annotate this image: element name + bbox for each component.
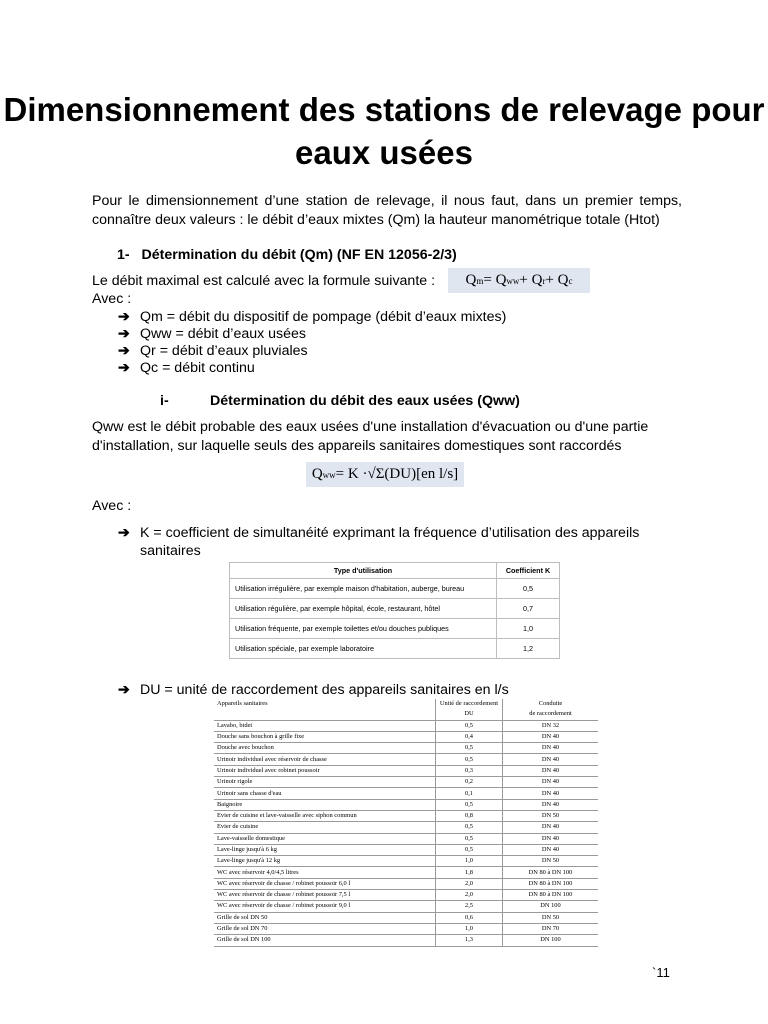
table-row bbox=[214, 810, 598, 821]
table-row bbox=[214, 833, 598, 844]
table-cell: Grille de sol DN 50 bbox=[214, 912, 436, 923]
table-cell: Utilisation irrégulière, par exemple maison d'habitation, auberge, bureau bbox=[230, 579, 497, 599]
bullet-qr-text: Qr = débit d’eaux pluviales bbox=[140, 343, 308, 359]
table-row bbox=[214, 912, 598, 923]
table-cell: 1,2 bbox=[497, 639, 560, 659]
table-cell: DN 40 bbox=[503, 743, 599, 754]
table-row bbox=[214, 890, 598, 901]
table-cell: Urinoir rigole bbox=[214, 777, 436, 788]
bullet-qm-text: Qm = débit du dispositif de pompage (débit d’eaux mixtes) bbox=[140, 309, 507, 325]
table-cell: DN 80 à DN 100 bbox=[503, 890, 599, 901]
formula-intro: Le débit maximal est calculé avec la formule suivante : bbox=[92, 273, 436, 289]
du-table bbox=[214, 699, 598, 947]
table-cell: DN 40 bbox=[503, 754, 599, 765]
table-cell: 0,3 bbox=[436, 765, 503, 776]
table-cell: DN 32 bbox=[503, 720, 599, 731]
table-cell: 0,5 bbox=[436, 799, 503, 810]
table-cell: 0,1 bbox=[436, 788, 503, 799]
table-cell: Evier de cuisine bbox=[214, 822, 436, 833]
formula-qm-ww-sub: ww bbox=[506, 275, 520, 286]
section-1-heading bbox=[117, 247, 457, 263]
table-cell: Lave-linge jusqu'à 6 kg bbox=[214, 844, 436, 855]
table1-header-coef bbox=[497, 563, 560, 579]
subsection-number: i- bbox=[160, 393, 169, 409]
table-row bbox=[214, 754, 598, 765]
table-row bbox=[214, 731, 598, 742]
bullet-k bbox=[118, 524, 648, 560]
intro-paragraph: Pour le dimensionnement d’une station de relevage, il nous faut, dans un premier temps, connaître deux valeurs : le débit d’eaux mixtes (Qm) la hauteur manométrique totale (Htot) bbox=[92, 193, 682, 228]
table-cell: DN 40 bbox=[503, 731, 599, 742]
formula-qm-plus-r: + Q bbox=[519, 272, 543, 288]
table-cell: 0,5 bbox=[436, 743, 503, 754]
table-cell: DN 100 bbox=[503, 935, 599, 946]
table1-header-type: Type d'utilisation bbox=[230, 563, 497, 579]
table-row bbox=[214, 856, 598, 867]
table-row bbox=[214, 765, 598, 776]
table2-header-row-1 bbox=[214, 699, 598, 709]
arrow-icon: ➔ bbox=[118, 326, 130, 342]
table-cell: Evier de cuisine et lave-vaisselle avec siphon commun bbox=[214, 810, 436, 821]
table-cell: DN 40 bbox=[503, 799, 599, 810]
table-cell: Urinoir individuel avec robinet poussoir bbox=[214, 765, 436, 776]
table-row bbox=[214, 923, 598, 934]
table-cell: Utilisation régulière, par exemple hôpital, école, restaurant, hôtel bbox=[230, 599, 497, 619]
table-row bbox=[214, 788, 598, 799]
table-cell: 0,4 bbox=[436, 731, 503, 742]
table-row bbox=[230, 599, 560, 619]
table-cell: DN 100 bbox=[503, 901, 599, 912]
formula-qww-lhs-sub: ww bbox=[322, 469, 336, 480]
formula-qm-r-sub: r bbox=[542, 275, 546, 286]
page-title: Dimensionnement des stations de relevage pour eaux usées bbox=[3, 91, 765, 171]
table-cell: 1,0 bbox=[436, 923, 503, 934]
formula-qm bbox=[448, 268, 590, 293]
formula-qm-c-sub: c bbox=[568, 275, 573, 286]
bullet-qww-text: Qww = débit d’eaux usées bbox=[140, 326, 307, 342]
bullet-qr bbox=[118, 343, 308, 360]
table-row bbox=[214, 935, 598, 946]
table-cell: Lave-linge jusqu'à 12 kg bbox=[214, 856, 436, 867]
table-cell: 1,3 bbox=[436, 935, 503, 946]
table-cell: 0,5 bbox=[436, 720, 503, 731]
table-cell: DN 80 à DN 100 bbox=[503, 867, 599, 878]
table-cell: DN 40 bbox=[503, 844, 599, 855]
avec-label-2: Avec : bbox=[92, 498, 132, 514]
table-row bbox=[230, 579, 560, 599]
avec-label-1: Avec : bbox=[92, 291, 132, 307]
subsection-title: Détermination du débit des eaux usées (Qww) bbox=[210, 393, 520, 409]
bullet-qm bbox=[118, 309, 506, 326]
table2-header-blank bbox=[214, 709, 436, 720]
table-cell: WC avec réservoir de chasse / robinet poussoir 6,0 l bbox=[214, 878, 436, 889]
formula-qww-lhs: Q bbox=[311, 466, 323, 482]
table-cell: DN 40 bbox=[503, 822, 599, 833]
table-cell: 0,5 bbox=[436, 822, 503, 833]
table-cell: 0,5 bbox=[436, 754, 503, 765]
table-cell: WC avec réservoir 4,0/4,5 litres bbox=[214, 867, 436, 878]
table-cell: Douche sans bouchon à grille fixe bbox=[214, 731, 436, 742]
page-number: `11 bbox=[652, 965, 670, 980]
bullet-qww bbox=[118, 326, 306, 343]
bullet-qc-text: Qc = débit continu bbox=[140, 360, 255, 376]
arrow-icon: ➔ bbox=[118, 309, 130, 325]
table-cell: 0,5 bbox=[436, 833, 503, 844]
table-cell: Urinoir individuel avec réservoir de chasse bbox=[214, 754, 436, 765]
table-row bbox=[214, 867, 598, 878]
table-cell: 0,2 bbox=[436, 777, 503, 788]
table-cell: Utilisation fréquente, par exemple toilettes et/ou douches publiques bbox=[230, 619, 497, 639]
table-cell: DN 50 bbox=[503, 912, 599, 923]
table-cell: 0,5 bbox=[436, 844, 503, 855]
table-cell: 0,8 bbox=[436, 810, 503, 821]
formula-qm-lhs: Q bbox=[465, 272, 477, 288]
formula-qm-plus-c: + Q bbox=[545, 272, 569, 288]
formula-qm-eq: = Q bbox=[483, 272, 507, 288]
table-cell: DN 40 bbox=[503, 788, 599, 799]
table2-header-unite: Unité de raccordement bbox=[436, 699, 503, 709]
table-cell: 1,0 bbox=[436, 856, 503, 867]
arrow-icon: ➔ bbox=[118, 343, 130, 359]
table-row bbox=[214, 844, 598, 855]
table-cell: Lave-vaisselle domestique bbox=[214, 833, 436, 844]
formula-qww-root: √Σ(DU) bbox=[367, 466, 417, 482]
table-cell: Lavabo, bidet bbox=[214, 720, 436, 731]
table-cell: Utilisation spéciale, par exemple laboratoire bbox=[230, 639, 497, 659]
table2-header-raccordement: de raccordement bbox=[503, 709, 599, 720]
table-cell: DN 50 bbox=[503, 856, 599, 867]
table-cell: DN 40 bbox=[503, 833, 599, 844]
table-cell: Grille de sol DN 100 bbox=[214, 935, 436, 946]
formula-qww-k: = K · bbox=[335, 466, 368, 482]
table-cell: DN 40 bbox=[503, 765, 599, 776]
table-row bbox=[230, 619, 560, 639]
table-cell: Douche avec bouchon bbox=[214, 743, 436, 754]
bullet-k-text: K = coefficient de simultanéité exprimant la fréquence d’utilisation des appareils sanitaires bbox=[140, 525, 640, 559]
table-cell: DN 40 bbox=[503, 777, 599, 788]
formula-qm-lhs-sub: m bbox=[476, 275, 484, 286]
table-row bbox=[214, 720, 598, 731]
table-cell: WC avec réservoir de chasse / robinet poussoir 9,0 l bbox=[214, 901, 436, 912]
table-row bbox=[214, 878, 598, 889]
table-row bbox=[230, 639, 560, 659]
bullet-du bbox=[118, 682, 509, 699]
table2-header-du: DU bbox=[436, 709, 503, 720]
table-cell: 0,6 bbox=[436, 912, 503, 923]
table-cell: 2,0 bbox=[436, 878, 503, 889]
table-cell: 0,7 bbox=[497, 599, 560, 619]
table-cell: 1,0 bbox=[497, 619, 560, 639]
table2-header-appareils: Appareils sanitaires bbox=[214, 699, 436, 709]
table-row bbox=[214, 901, 598, 912]
coefficient-k-table bbox=[229, 562, 560, 659]
formula-qww bbox=[306, 462, 464, 487]
table2-header-row-2 bbox=[214, 709, 598, 720]
table-cell: 1,8 bbox=[436, 867, 503, 878]
bullet-du-text: DU = unité de raccordement des appareils sanitaires en l/s bbox=[140, 682, 509, 698]
table-cell: Urinoir sans chasse d'eau bbox=[214, 788, 436, 799]
formula-qww-unit: [en l/s] bbox=[416, 466, 459, 482]
table2-header-conduite: Conduite bbox=[538, 700, 563, 708]
table-cell: DN 70 bbox=[503, 923, 599, 934]
table-cell: WC avec réservoir de chasse / robinet poussoir 7,5 l bbox=[214, 890, 436, 901]
section-1-title: Détermination du débit (Qm) (NF EN 12056-2/3) bbox=[141, 247, 457, 263]
table1-header-coef-text: Coefficient K bbox=[505, 566, 551, 575]
bullet-qc bbox=[118, 360, 255, 377]
qww-description: Qww est le débit probable des eaux usées d'une installation d'évacuation ou d'une partie d'installation, sur laquelle seuls des appareils sanitaires domestiques sont raccordés bbox=[92, 419, 649, 454]
table-cell: 0,5 bbox=[497, 579, 560, 599]
table-row bbox=[214, 799, 598, 810]
table-row bbox=[214, 743, 598, 754]
section-1-number: 1- bbox=[117, 247, 130, 263]
table-cell: DN 80 à DN 100 bbox=[503, 878, 599, 889]
table-cell: 2,5 bbox=[436, 901, 503, 912]
arrow-icon: ➔ bbox=[118, 525, 130, 541]
table-row bbox=[214, 777, 598, 788]
table-cell: DN 50 bbox=[503, 810, 599, 821]
arrow-icon: ➔ bbox=[118, 682, 130, 698]
table-cell: Baignoire bbox=[214, 799, 436, 810]
table-row bbox=[214, 822, 598, 833]
table-cell: Grille de sol DN 70 bbox=[214, 923, 436, 934]
table-cell: 2,0 bbox=[436, 890, 503, 901]
arrow-icon: ➔ bbox=[118, 360, 130, 376]
